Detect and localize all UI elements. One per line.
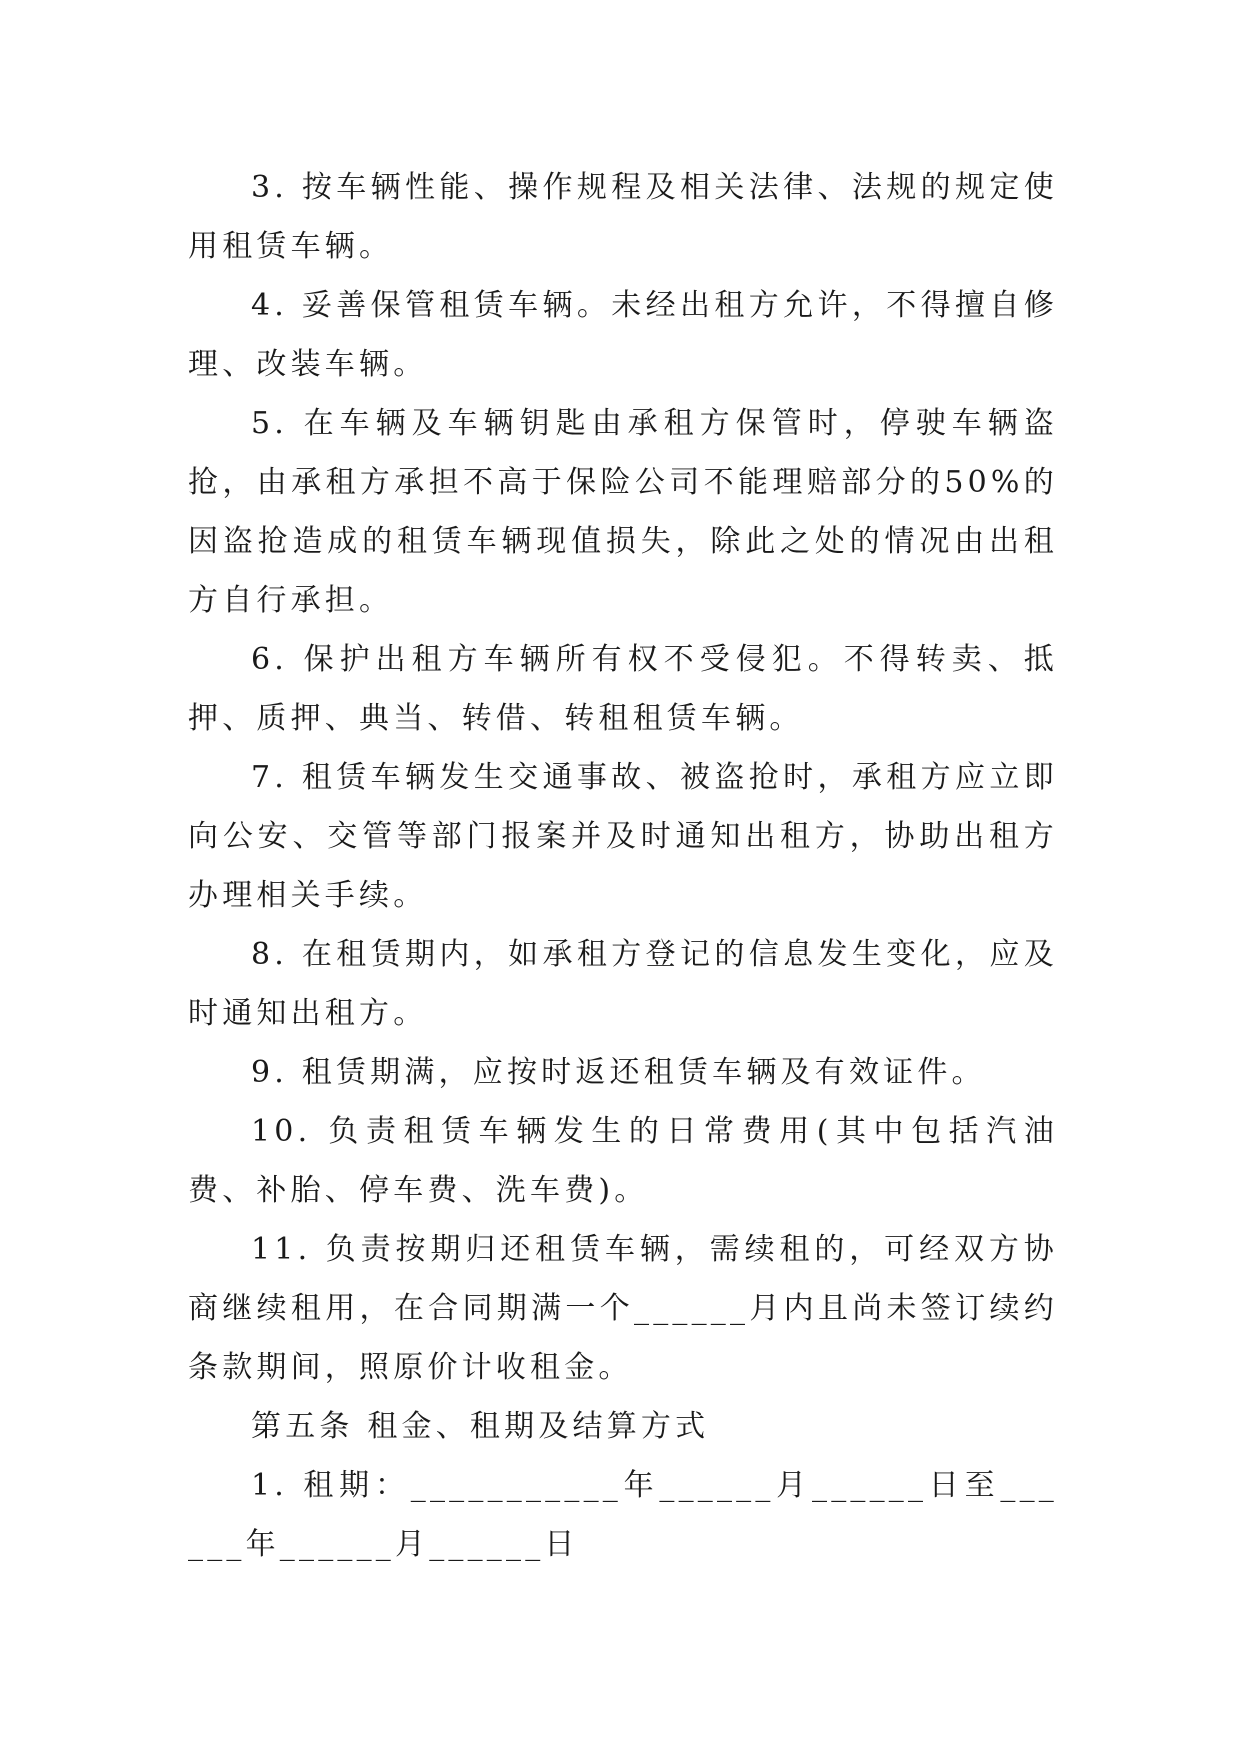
lease-term-line: 1. 租期：___________年______月______日至______年______月______日 [188,1468,1058,1562]
document-page [188,158,1058,1574]
section-title: 第五条 租金、租期及结算方式 [251,1409,710,1444]
clause-item-4: 4. 妥善保管租赁车辆。未经出租方允许，不得擅自修理、改装车辆。 [188,288,1058,382]
clause-item-11: 11. 负责按期归还租赁车辆，需续租的，可经双方协商继续租用，在合同期满一个______月内且尚未签订续约条款期间，照原价计收租金。 [188,1232,1058,1385]
clause-item-10: 10. 负责租赁车辆发生的日常费用(其中包括汽油费、补胎、停车费、洗车费)。 [188,1114,1058,1208]
clause-item-7: 7. 租赁车辆发生交通事故、被盗抢时，承租方应立即向公安、交管等部门报案并及时通知出租方，协助出租方办理相关手续。 [188,760,1058,913]
clause-item-6: 6. 保护出租方车辆所有权不受侵犯。不得转卖、抵押、质押、典当、转借、转租租赁车辆。 [188,642,1058,736]
clause-item-3: 3. 按车辆性能、操作规程及相关法律、法规的规定使用租赁车辆。 [188,170,1058,264]
clause-item-8: 8. 在租赁期内，如承租方登记的信息发生变化，应及时通知出租方。 [188,937,1058,1031]
clause-item-5: 5. 在车辆及车辆钥匙由承租方保管时，停驶车辆盗抢，由承租方承担不高于保险公司不能理赔部分的50%的因盗抢造成的租赁车辆现值损失，除此之处的情况由出租方自行承担。 [188,406,1058,618]
clause-item-9: 9. 租赁期满，应按时返还租赁车辆及有效证件。 [251,1055,986,1090]
